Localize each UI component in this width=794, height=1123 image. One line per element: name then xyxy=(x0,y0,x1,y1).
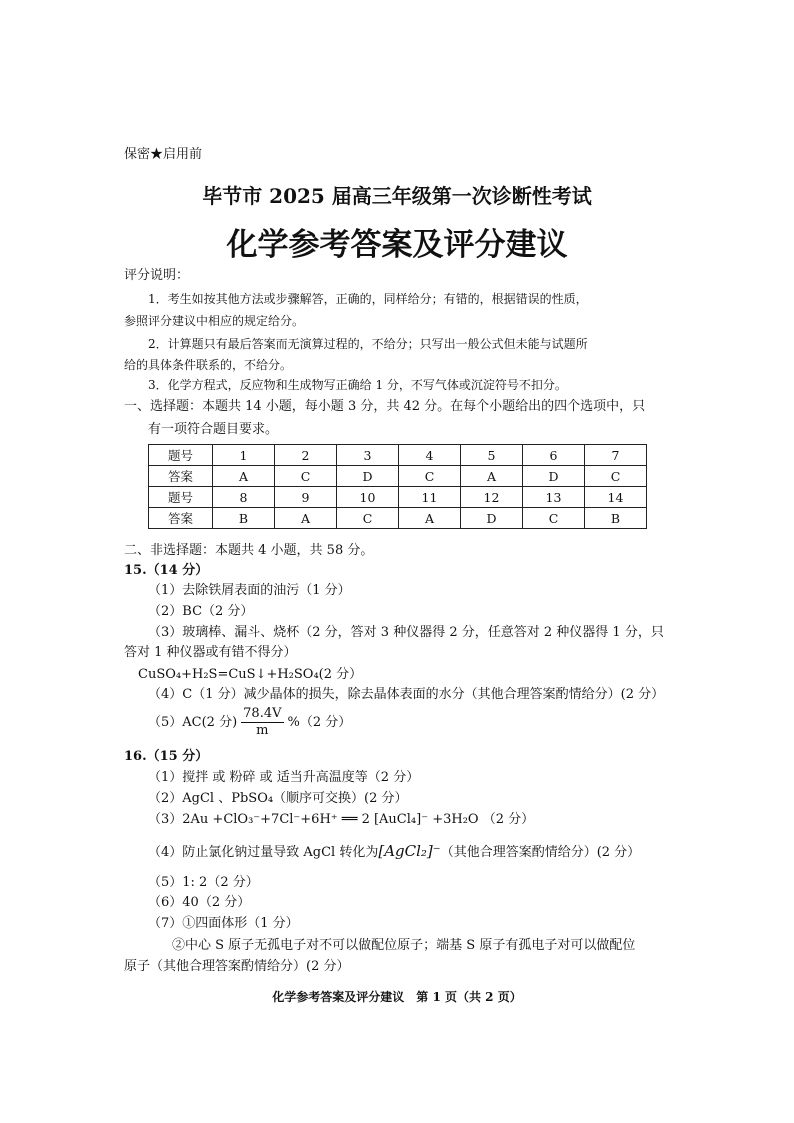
q16-a7-2: ②中心 S 原子无孤电子对不可以做配位原子；端基 S 原子有孤电子对可以做配位 xyxy=(172,938,636,953)
row-header-cell: 答案 xyxy=(149,466,213,487)
row-header-cell: 题号 xyxy=(149,445,213,466)
table-cell: C xyxy=(523,508,585,529)
table-cell: D xyxy=(461,508,523,529)
q16-a2: （2）AgCl 、PbSO₄（顺序可交换）(2 分） xyxy=(148,791,408,806)
table-cell: 5 xyxy=(461,445,523,466)
q16-a5: （5）1: 2（2 分） xyxy=(148,875,259,890)
part2-heading: 二、非选择题：本题共 4 小题，共 58 分。 xyxy=(124,543,374,558)
table-cell: A xyxy=(399,508,461,529)
denominator: m xyxy=(256,723,269,738)
numerator: 78.4V xyxy=(243,706,282,721)
table-cell: 12 xyxy=(461,487,523,508)
part1-heading: 一、选择题：本题共 14 小题，每小题 3 分，共 42 分。在每个小题给出的四个选项中，只 xyxy=(124,399,646,414)
q16-a4-text: （4）防止氯化钠过量导致 AgCl 转化为 xyxy=(148,845,379,860)
q16-a7: （7）①四面体形（1 分） xyxy=(148,916,299,931)
table-cell: A xyxy=(461,466,523,487)
note-2-cont: 给的具体条件联系的，不给分。 xyxy=(124,358,293,372)
page-footer: 化学参考答案及评分建议 第 1 页（共 2 页） xyxy=(272,990,522,1004)
table-row xyxy=(149,466,647,487)
q16-a7-2-cont: 原子（其他合理答案酌情给分）(2 分） xyxy=(124,959,350,974)
q15-a5-label: （5）AC(2 分) xyxy=(148,715,238,730)
ion-formula: [AgCl₂]⁻ xyxy=(378,842,441,860)
doc-title: 化学参考答案及评分建议 xyxy=(226,227,568,263)
confidential-mark: 保密★启用前 xyxy=(124,147,203,162)
note-3: 3．化学方程式，反应物和生成物写正确给 1 分，不写气体或沉淀符号不扣分。 xyxy=(148,378,567,392)
note-1: 1．考生如按其他方法或步骤解答，正确的，同样给分；有错的，根据错误的性质， xyxy=(148,292,588,306)
q15-equation: CuSO₄+H₂S=CuS↓+H₂SO₄(2 分） xyxy=(138,667,363,682)
table-cell: 2 xyxy=(275,445,337,466)
exam-title: 毕节市 2025 届高三年级第一次诊断性考试 xyxy=(202,184,592,208)
q16-a1: （1）搅拌 或 粉碎 或 适当升高温度等（2 分） xyxy=(148,770,420,785)
table-cell: C xyxy=(275,466,337,487)
q16-a4 xyxy=(148,842,640,862)
q16-title: 16.（15 分） xyxy=(124,749,209,764)
q16-a4-score: （其他合理答案酌情给分）(2 分） xyxy=(440,845,641,860)
table-cell: A xyxy=(213,466,275,487)
table-cell: C xyxy=(399,466,461,487)
note-2: 2．计算题只有最后答案而无演算过程的，不给分；只写出一般公式但未能与试题所 xyxy=(148,337,588,351)
table-row xyxy=(149,487,647,508)
table-cell: A xyxy=(275,508,337,529)
note-1-cont: 参照评分建议中相应的规定给分。 xyxy=(124,314,305,328)
table-cell: B xyxy=(213,508,275,529)
table-cell: 11 xyxy=(399,487,461,508)
table-cell: 3 xyxy=(337,445,399,466)
q15-a5-score: %（2 分） xyxy=(287,715,352,730)
table-row xyxy=(149,445,647,466)
table-cell: 4 xyxy=(399,445,461,466)
table-cell: 13 xyxy=(523,487,585,508)
q15-a4: （4）C（1 分）减少晶体的损失，除去晶体表面的水分（其他合理答案酌情给分）(2 分） xyxy=(148,687,665,702)
table-cell: C xyxy=(337,508,399,529)
table-cell: 1 xyxy=(213,445,275,466)
table-cell: 9 xyxy=(275,487,337,508)
q15-a3-cont: 答对 1 种仪器或有错不得分） xyxy=(124,645,297,660)
answer-table xyxy=(148,444,647,529)
q15-a2: （2）BC（2 分） xyxy=(148,604,254,619)
q15-a5 xyxy=(148,706,351,740)
table-cell: B xyxy=(585,508,647,529)
q16-a6: （6）40（2 分） xyxy=(148,895,251,910)
table-cell: D xyxy=(337,466,399,487)
row-header-cell: 答案 xyxy=(149,508,213,529)
table-cell: 7 xyxy=(585,445,647,466)
q16-a3: （3）2Au +ClO₃⁻+7Cl⁻+6H⁺ ══ 2 [AuCl₄]⁻ +3H₂O （2 分） xyxy=(148,812,535,827)
q15-title: 15.（14 分） xyxy=(124,563,209,578)
table-cell: 10 xyxy=(337,487,399,508)
part1-heading-cont: 有一项符合题目要求。 xyxy=(148,422,279,437)
table-cell: 14 xyxy=(585,487,647,508)
fraction xyxy=(241,706,283,739)
table-row xyxy=(149,508,647,529)
notes-heading: 评分说明： xyxy=(124,268,190,283)
table-cell: D xyxy=(523,466,585,487)
table-cell: 8 xyxy=(213,487,275,508)
table-cell: 6 xyxy=(523,445,585,466)
row-header-cell: 题号 xyxy=(149,487,213,508)
q15-a1: （1）去除铁屑表面的油污（1 分） xyxy=(148,583,351,598)
q15-a3: （3）玻璃棒、漏斗、烧杯（2 分，答对 3 种仪器得 2 分，任意答对 2 种仪器得 1 分，只 xyxy=(148,625,664,640)
table-cell: C xyxy=(585,466,647,487)
